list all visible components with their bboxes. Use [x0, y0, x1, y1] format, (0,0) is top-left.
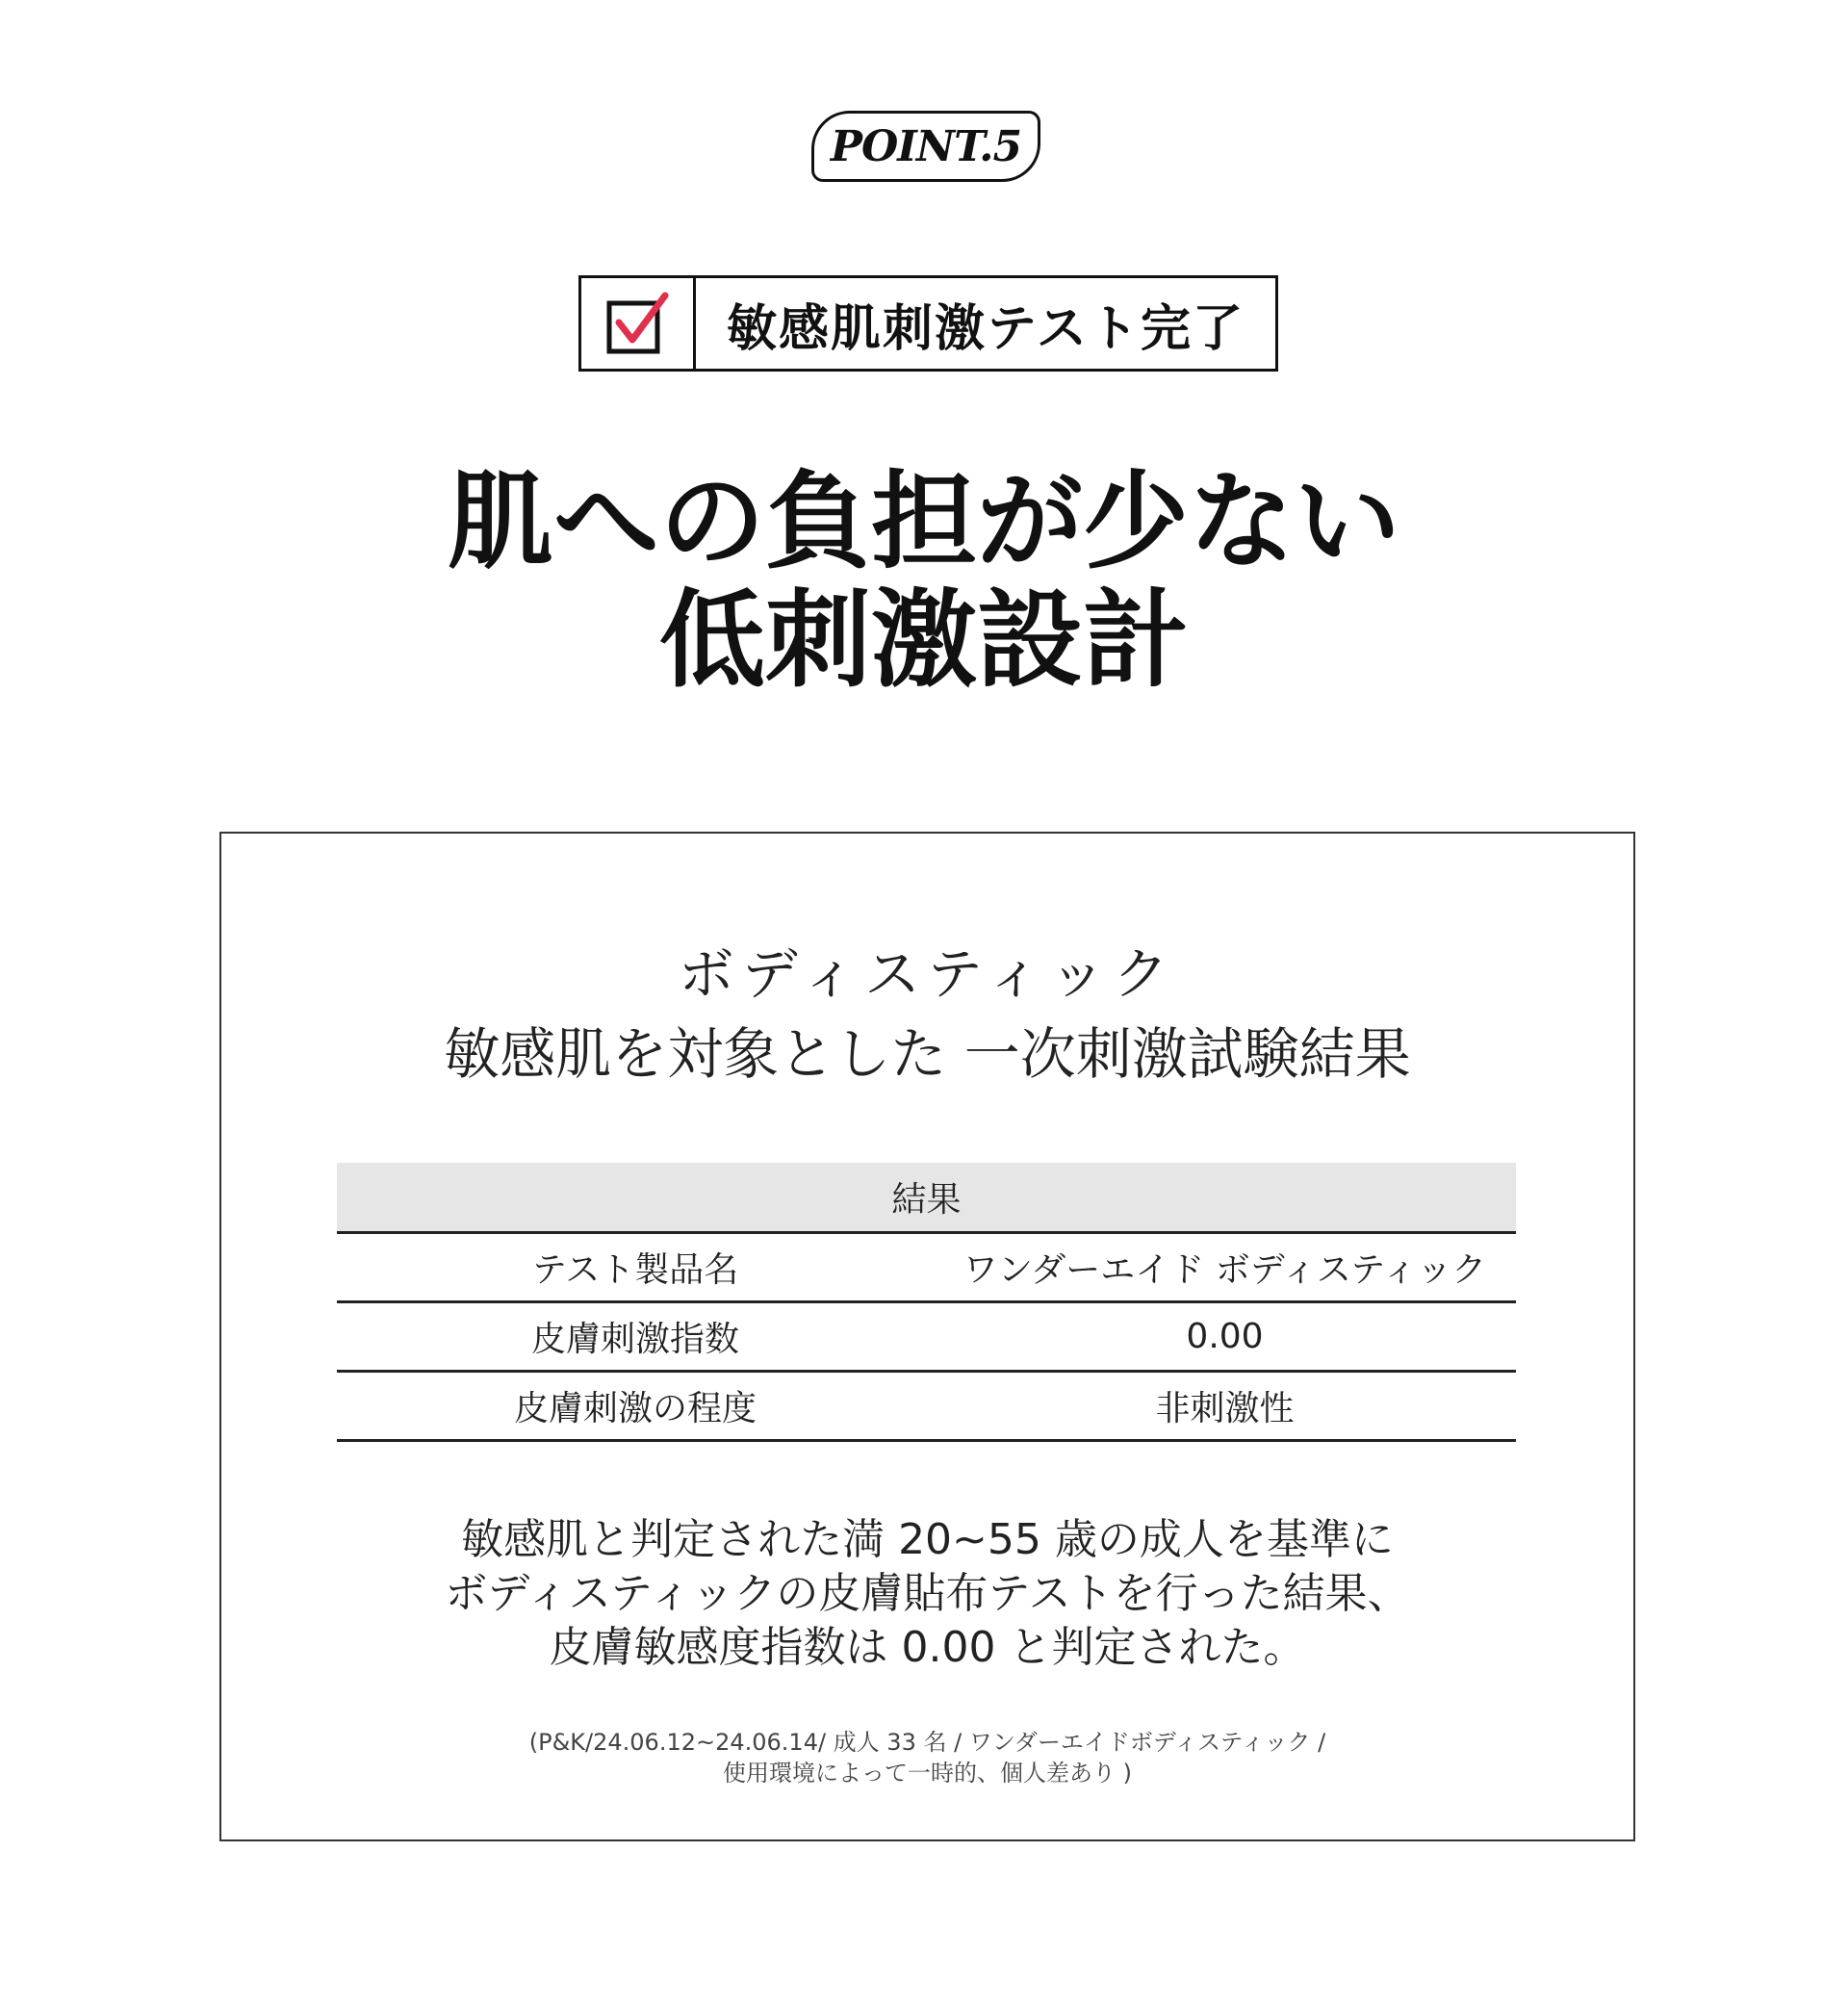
row-label: テスト製品名 [531, 1250, 739, 1290]
point-label: POINT.5 [830, 121, 1022, 171]
summary-line2: ボディスティックの皮膚貼布テストを行った結果、 [445, 1569, 1410, 1618]
row-value: 0.00 [1186, 1317, 1264, 1356]
headline-line2: 低刺激設計 [659, 579, 1189, 702]
table-row [337, 1373, 1516, 1442]
headline-line1: 肌への負担が少ない [448, 460, 1400, 583]
checkbox-check-icon [581, 278, 696, 369]
row-label: 皮膚刺激の程度 [513, 1389, 757, 1428]
row-value: 非刺激性 [1155, 1389, 1295, 1428]
badge-text: 敏感肌刺激テスト完了 [727, 299, 1245, 358]
results-table [337, 1163, 1516, 1442]
row-label: 皮膚刺激指数 [530, 1320, 739, 1359]
results-table-header: 結果 [337, 1163, 1516, 1234]
summary-line1: 敏感肌と判定された満 20~55 歳の成人を基準に [461, 1515, 1394, 1564]
test-result-card [219, 832, 1635, 1841]
test-complete-badge [578, 275, 1278, 372]
table-row [337, 1234, 1516, 1303]
row-value: ワンダーエイド ボディスティック [962, 1250, 1487, 1290]
card-title-product: ボディスティック [678, 941, 1177, 1007]
summary-line3: 皮膚敏感度指数は 0.00 と判定された。 [549, 1623, 1306, 1672]
footnote-line2: 使用環境によって一時的、個人差あり ) [723, 1760, 1132, 1787]
footnote-line1: (P&K/24.06.12~24.06.14/ 成人 33 名 / ワンダーエイドボディスティック / [528, 1729, 1326, 1756]
card-title-test: 敏感肌を対象とした 一次刺激試験結果 [444, 1021, 1411, 1087]
table-row [337, 1303, 1516, 1373]
point-badge [811, 111, 1040, 182]
